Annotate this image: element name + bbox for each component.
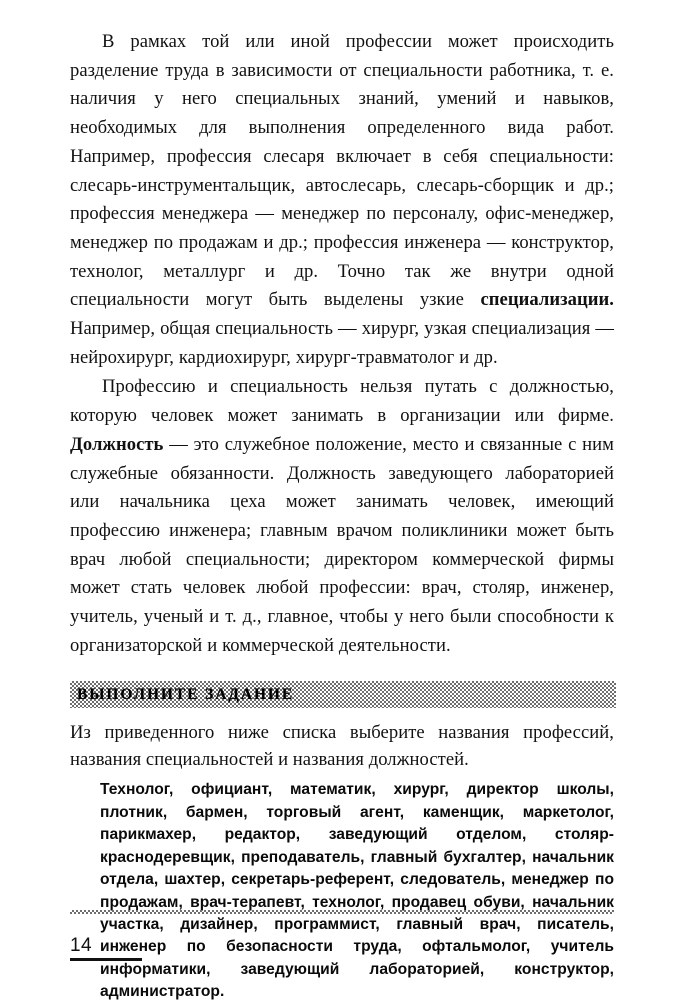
footer-divider [70,910,614,914]
body-paragraph-1 [70,28,614,372]
emphasized-term: специализации. [480,289,614,311]
paragraph-run: Например, общая специальность — хирург, узкая специализация — нейрохирург, кардиохирург, хирург-травматолог и др. [70,318,614,368]
folio-rule [70,958,142,961]
paragraph-run: — это служебное положение, место и связанные с ним служебные обязанности. Должность заведующего лабораторией или начальника цеха может занимать человек, имеющий профессию инженера; главным врачом поликлиники может быть врач любой специальности; директором коммерческой фирмы может стать человек любой профессии: врач, столяр, инженер, учитель, ученый и т. д., главное, чтобы у него были способности к организаторской и коммерческой деятельности. [70,433,614,656]
body-paragraph-2 [70,373,614,660]
page-folio [70,936,142,961]
page-number: 14 [70,935,92,956]
task-intro-text: Из приведенного ниже списка выберите названия профессий, названия специальностей и названия должностей. [70,722,614,771]
page-content [70,28,614,1000]
emphasized-term: Должность [70,433,164,455]
task-banner-title: ВЫПОЛНИТЕ ЗАДАНИЕ [77,685,295,703]
paragraph-run: Профессию и специальность нельзя путать с должностью, которую человек может занимать в организации или фирме. [70,376,614,427]
task-profession-list: Технолог, официант, математик, хирург, директор школы, плотник, бармен, торговый агент, каменщик, маркетолог, парикмахер, редактор, заведующий отделом, столяр-краснодеревщик, преподаватель, главный бухгалтер, начальник отдела, шахтер, секретарь-референт, следователь, менеджер по продажам, врач-терапевт, технолог, продавец обуви, начальник участка, дизайнер, программист, главный врач, писатель, инженер по безопасности труда, офтальмолог, учитель информатики, заведующий лабораторией, конструктор, администратор. [100,781,614,1000]
paragraph-run: В рамках той или иной профессии может происходить разделение труда в зависимости от специальности работника, т. е. наличия у него специальных знаний, умений и навыков, необходимых для выполнения определенного вида работ. Например, профессия слесаря включает в себя специальности: слесарь-инструментальщик, автослесарь, слесарь-сборщик и др.; профессия менеджера — менеджер по персоналу, офис-менеджер, менеджер по продажам и др.; профессия инженера — конструктор, технолог, металлург и др. Точно так же внутри одной специальности могут быть выделены узкие [70,31,614,311]
task-banner [70,681,616,708]
